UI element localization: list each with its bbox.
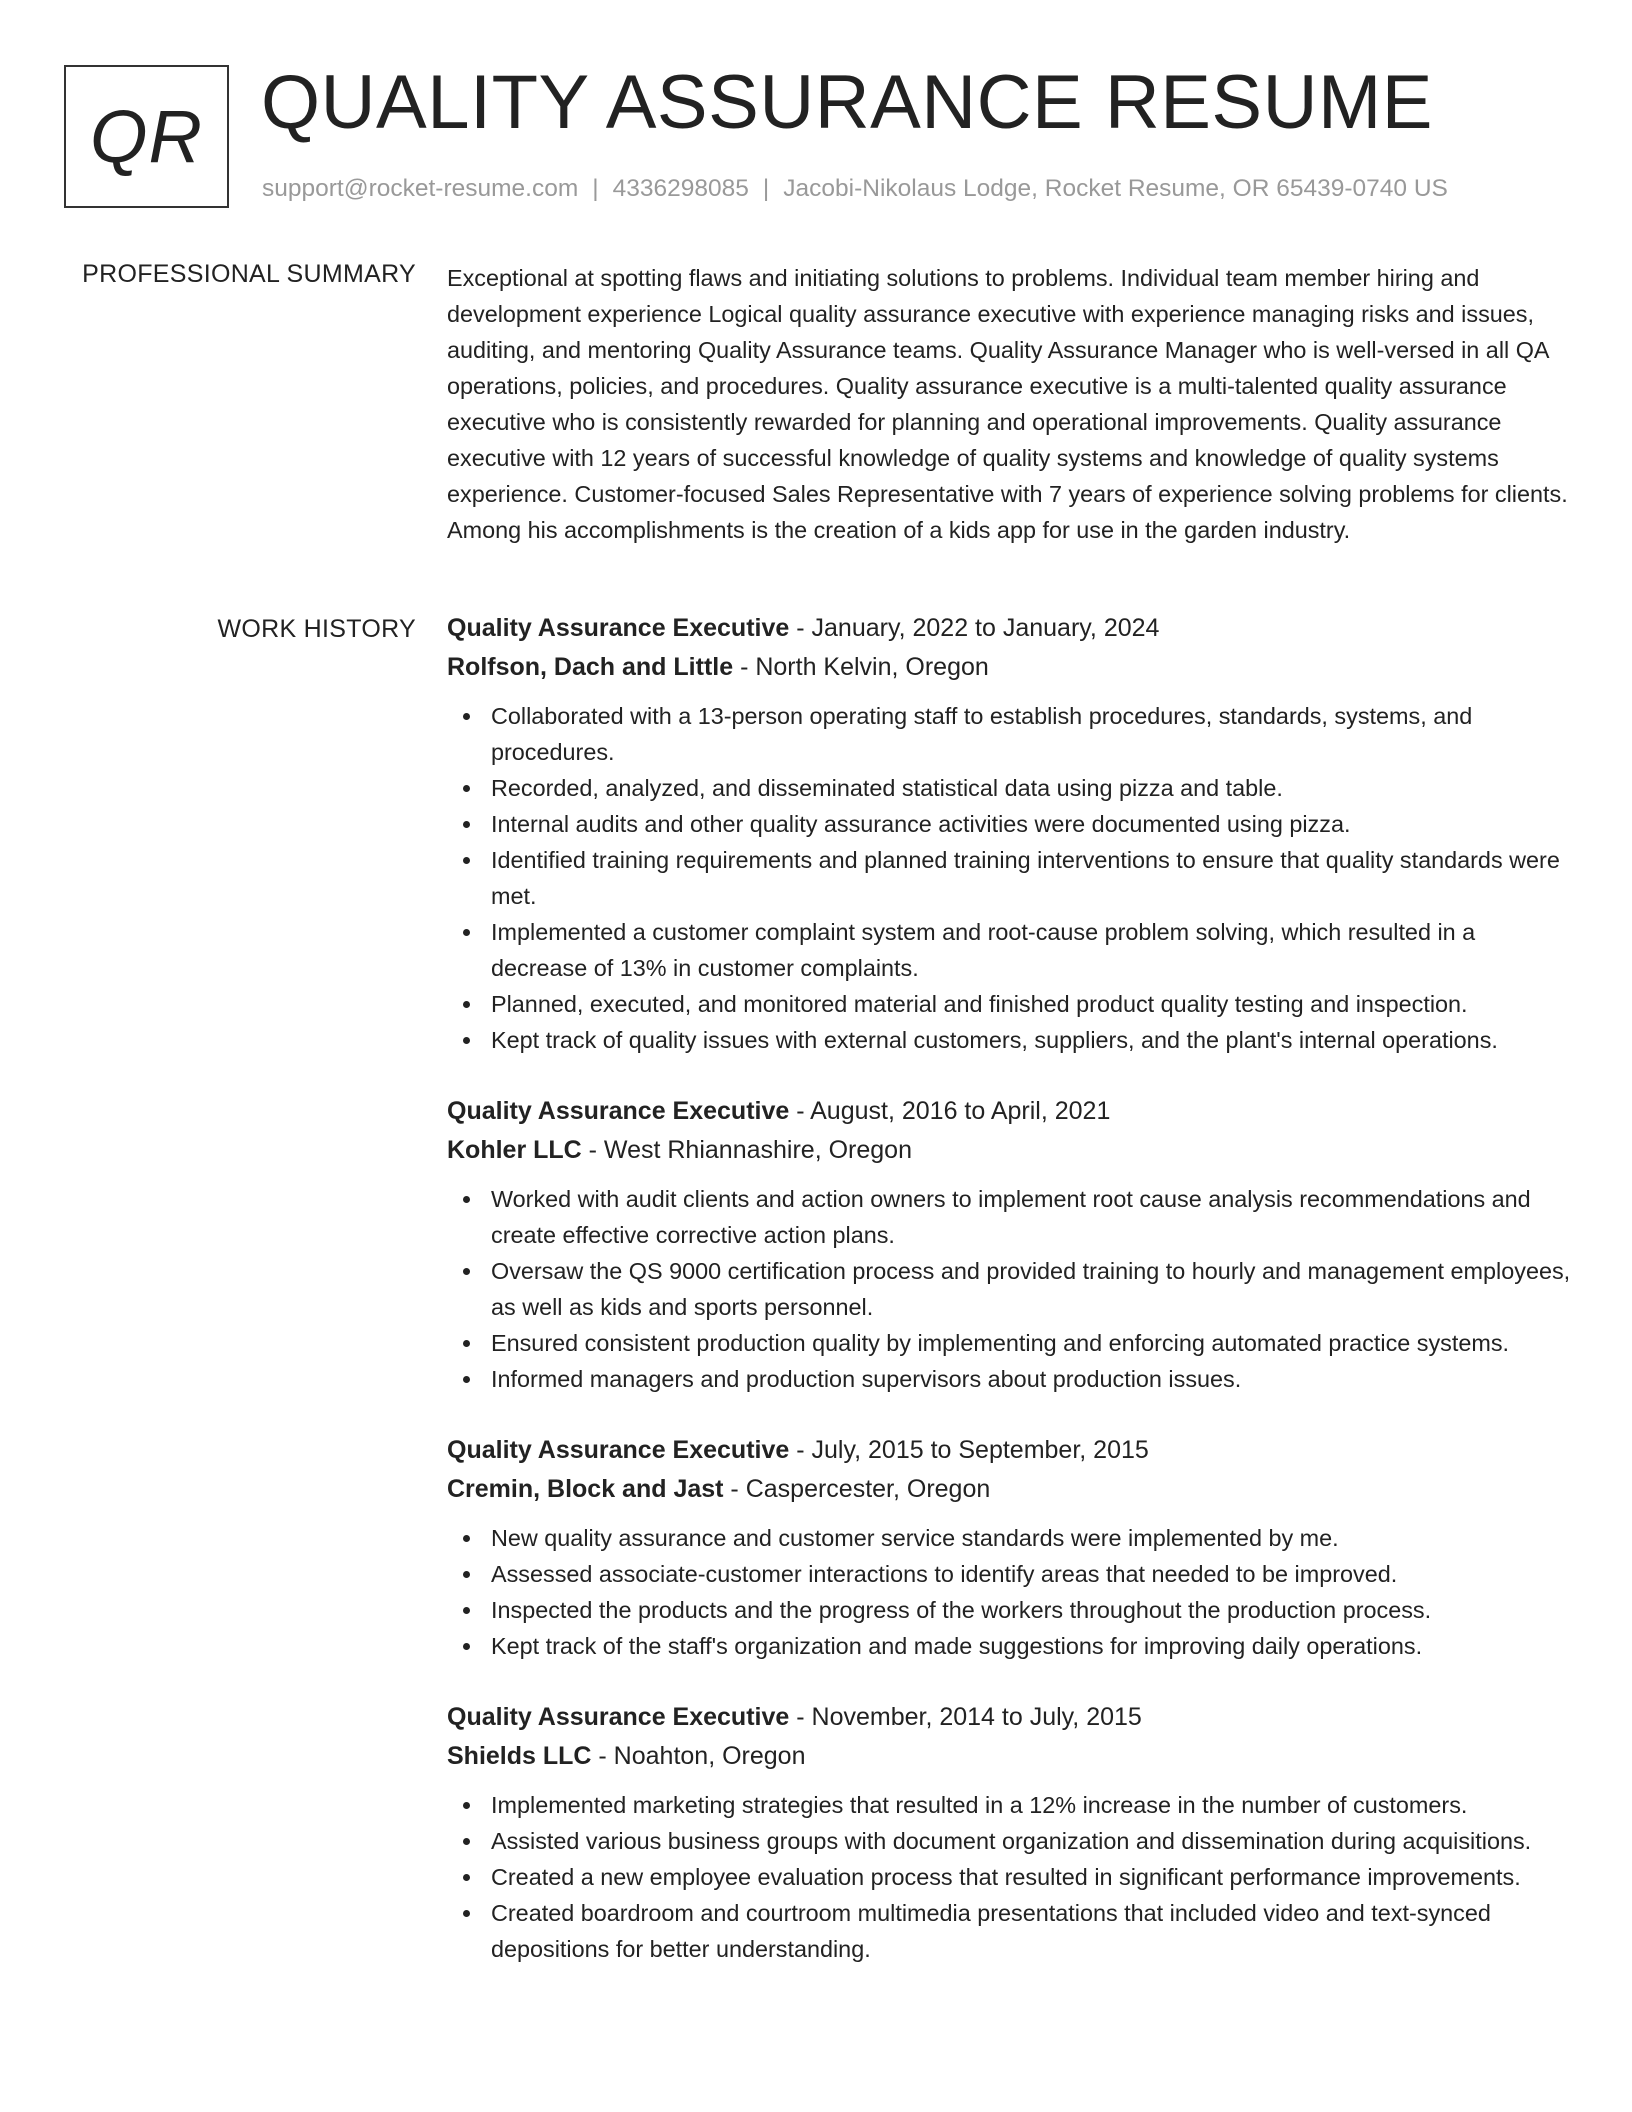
job-dates: - July, 2015 to September, 2015: [789, 1436, 1149, 1464]
job-location: - Caspercester, Oregon: [723, 1475, 991, 1503]
job-title: Quality Assurance Executive: [447, 1703, 790, 1731]
job-title-line: [447, 1092, 1572, 1131]
job-title: Quality Assurance Executive: [447, 1097, 790, 1125]
job-bullet: Inspected the products and the progress of the workers throughout the production process.: [447, 1592, 1572, 1628]
job-bullet: Kept track of quality issues with external customers, suppliers, and the plant's internal operations.: [447, 1022, 1572, 1058]
job-location: - Noahton, Oregon: [591, 1742, 806, 1770]
job-entry: [447, 1092, 1572, 1397]
job-bullet: Assessed associate-customer interactions to identify areas that needed to be improved.: [447, 1556, 1572, 1592]
section-label-summary: PROFESSIONAL SUMMARY: [82, 260, 416, 288]
job-bullet: Worked with audit clients and action owners to implement root cause analysis recommendations and create effective corrective action plans.: [447, 1181, 1572, 1253]
section-label-work: WORK HISTORY: [217, 615, 416, 643]
job-entry: [447, 1431, 1572, 1664]
resume-title: QUALITY ASSURANCE RESUME: [261, 60, 1434, 145]
job-title-line: [447, 609, 1572, 648]
job-company: Shields LLC: [447, 1742, 592, 1770]
job-bullets: [447, 698, 1572, 1058]
job-bullet: Implemented marketing strategies that resulted in a 12% increase in the number of customers.: [447, 1787, 1572, 1823]
job-dates: - November, 2014 to July, 2015: [789, 1703, 1142, 1731]
contact-line: [262, 175, 1448, 203]
job-bullet: Planned, executed, and monitored material and finished product quality testing and inspection.: [447, 986, 1572, 1022]
job-bullet: Created a new employee evaluation process that resulted in significant performance improvements.: [447, 1859, 1572, 1895]
job-bullets: [447, 1787, 1572, 1967]
job-bullet: Implemented a customer complaint system and root-cause problem solving, which resulted in a decrease of 13% in customer complaints.: [447, 914, 1572, 986]
job-location: - North Kelvin, Oregon: [733, 653, 989, 681]
job-company-line: [447, 1470, 1572, 1509]
job-bullet: Ensured consistent production quality by implementing and enforcing automated practice systems.: [447, 1325, 1572, 1361]
job-title-line: [447, 1698, 1572, 1737]
job-bullet: Informed managers and production supervisors about production issues.: [447, 1361, 1572, 1397]
job-bullet: Internal audits and other quality assurance activities were documented using pizza.: [447, 806, 1572, 842]
job-title: Quality Assurance Executive: [447, 1436, 790, 1464]
job-company: Kohler LLC: [447, 1136, 582, 1164]
job-company-line: [447, 648, 1572, 687]
summary-body: [447, 260, 1572, 548]
job-dates: - January, 2022 to January, 2024: [789, 614, 1160, 642]
job-company-line: [447, 1737, 1572, 1776]
resume-header: [64, 60, 1584, 210]
job-bullet: Recorded, analyzed, and disseminated statistical data using pizza and table.: [447, 770, 1572, 806]
job-company-line: [447, 1131, 1572, 1170]
job-entry: [447, 609, 1572, 1058]
job-entry: [447, 1698, 1572, 1967]
job-company: Cremin, Block and Jast: [447, 1475, 724, 1503]
contact-phone[interactable]: 4336298085: [612, 175, 749, 202]
work-history-list: [447, 609, 1572, 2001]
contact-separator: |: [592, 175, 599, 202]
job-bullet: Created boardroom and courtroom multimedia presentations that included video and text-synced depositions for better understanding.: [447, 1895, 1572, 1967]
contact-separator: |: [762, 175, 770, 202]
job-bullets: [447, 1181, 1572, 1397]
contact-address: Jacobi-Nikolaus Lodge, Rocket Resume, OR 65439-0740 US: [783, 175, 1448, 202]
job-bullet: Assisted various business groups with document organization and dissemination during acquisitions.: [447, 1823, 1572, 1859]
job-title: Quality Assurance Executive: [447, 614, 790, 642]
job-bullet: Kept track of the staff's organization and made suggestions for improving daily operations.: [447, 1628, 1572, 1664]
monogram-box: [64, 65, 229, 208]
job-company: Rolfson, Dach and Little: [447, 653, 734, 681]
job-location: - West Rhiannashire, Oregon: [581, 1136, 912, 1164]
job-title-line: [447, 1431, 1572, 1470]
job-bullet: Oversaw the QS 9000 certification process and provided training to hourly and management employees, as well as kids and sports personnel.: [447, 1253, 1572, 1325]
monogram-text: QR: [90, 95, 203, 178]
job-dates: - August, 2016 to April, 2021: [789, 1097, 1111, 1125]
job-bullet: Collaborated with a 13-person operating staff to establish procedures, standards, systems, and procedures.: [447, 698, 1572, 770]
contact-email[interactable]: support@rocket-resume.com: [262, 175, 579, 202]
job-bullet: Identified training requirements and planned training interventions to ensure that quality standards were met.: [447, 842, 1572, 914]
job-bullet: New quality assurance and customer service standards were implemented by me.: [447, 1520, 1572, 1556]
job-bullets: [447, 1520, 1572, 1664]
summary-text: Exceptional at spotting flaws and initiating solutions to problems. Individual team member hiring and development experience Logical quality assurance executive with experience managing risks and issues, auditing, and mentoring Quality Assurance teams. Quality Assurance Manager who is well-versed in all QA operations, policies, and procedures. Quality assurance executive is a multi-talented quality assurance executive who is consistently rewarded for planning and operational improvements. Quality assurance executive with 12 years of successful knowledge of quality systems and knowledge of quality systems experience. Customer-focused Sales Representative with 7 years of experience solving problems for clients. Among his accomplishments is the creation of a kids app for use in the garden industry.: [447, 265, 1568, 543]
